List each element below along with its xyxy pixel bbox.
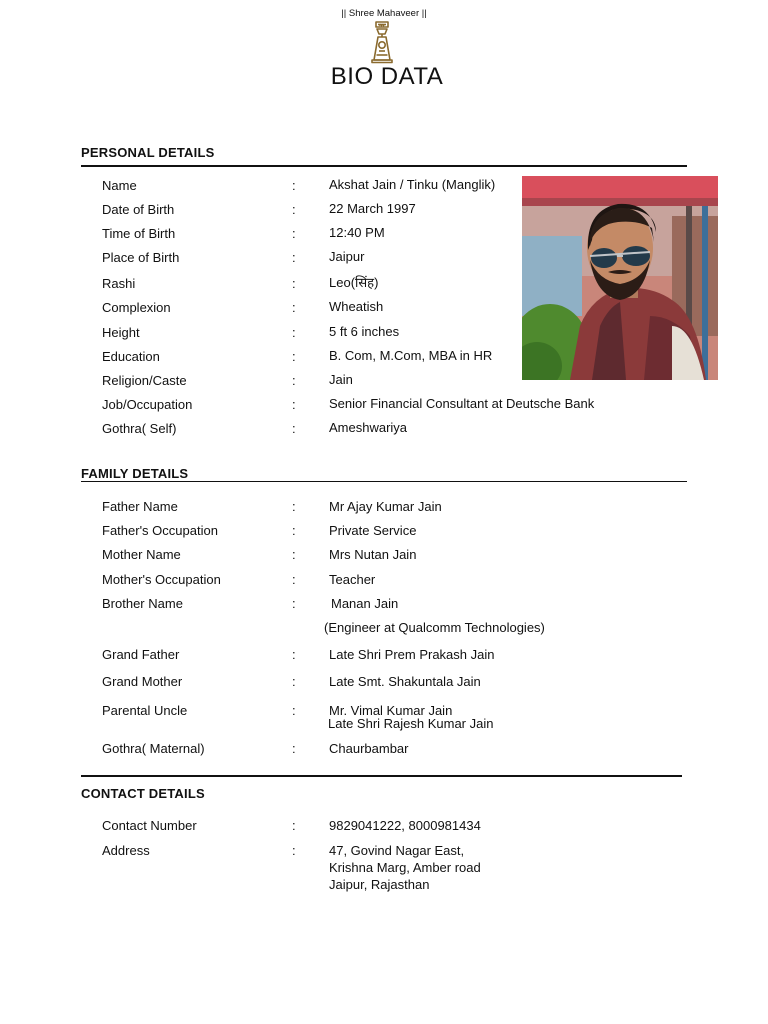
- education-value: B. Com, M.Com, MBA in HR: [329, 348, 493, 363]
- address-colon: :: [292, 843, 296, 858]
- complexion-colon: :: [292, 300, 296, 315]
- father-name-value: Mr Ajay Kumar Jain: [329, 499, 442, 514]
- education-colon: :: [292, 349, 296, 364]
- place-of-birth-label: Place of Birth: [102, 250, 180, 265]
- family-details-divider: [81, 481, 687, 482]
- religion-caste-value: Jain: [329, 372, 353, 387]
- mother-name-value: Mrs Nutan Jain: [329, 547, 417, 562]
- height-value: 5 ft 6 inches: [329, 324, 400, 339]
- rashi-value: Leo(सिंह): [329, 275, 379, 290]
- grand-father-value: Late Shri Prem Prakash Jain: [329, 647, 495, 662]
- time-of-birth-colon: :: [292, 226, 296, 241]
- mother-name-colon: :: [292, 547, 296, 562]
- father-name-label: Father Name: [102, 499, 178, 514]
- parental-uncle-value-1: Mr. Vimal Kumar Jain: [329, 703, 453, 718]
- address-line-3: Jaipur, Rajasthan: [329, 877, 430, 892]
- date-of-birth-colon: :: [292, 202, 296, 217]
- parental-uncle-label: Parental Uncle: [102, 703, 188, 718]
- parental-uncle-value-2: Late Shri Rajesh Kumar Jain: [328, 716, 494, 731]
- address-label: Address: [102, 843, 150, 858]
- place-of-birth-value: Jaipur: [329, 249, 365, 264]
- mother-name-label: Mother Name: [102, 547, 181, 562]
- invocation-text: || Shree Mahaveer ||: [341, 8, 427, 19]
- grand-mother-value: Late Smt. Shakuntala Jain: [329, 674, 481, 689]
- grand-father-colon: :: [292, 647, 296, 662]
- gothra-self-label: Gothra( Self): [102, 421, 177, 436]
- father-occupation-value: Private Service: [329, 523, 417, 538]
- document-title: BIO DATA: [330, 63, 444, 90]
- father-occupation-label: Father's Occupation: [102, 523, 218, 538]
- contact-number-colon: :: [292, 818, 296, 833]
- contact-details-heading: CONTACT DETAILS: [81, 786, 205, 801]
- time-of-birth-value: 12:40 PM: [329, 225, 385, 240]
- gothra-self-value: Ameshwariya: [329, 420, 408, 435]
- brother-occupation-note: (Engineer at Qualcomm Technologies): [324, 620, 545, 635]
- father-name-colon: :: [292, 499, 296, 514]
- mother-occupation-value: Teacher: [329, 572, 376, 587]
- height-label: Height: [102, 325, 140, 340]
- personal-details-heading: PERSONAL DETAILS: [81, 145, 215, 160]
- contact-number-value: 9829041222, 8000981434: [329, 818, 481, 833]
- complexion-value: Wheatish: [329, 299, 384, 314]
- parental-uncle-colon: :: [292, 703, 296, 718]
- address-line-2: Krishna Marg, Amber road: [329, 860, 481, 875]
- time-of-birth-label: Time of Birth: [102, 226, 176, 241]
- brother-name-colon: :: [292, 596, 296, 611]
- place-of-birth-colon: :: [292, 250, 296, 265]
- brother-name-label: Brother Name: [102, 596, 183, 611]
- contact-details-divider: [81, 775, 682, 777]
- name-colon: :: [292, 178, 296, 193]
- grand-father-label: Grand Father: [102, 647, 180, 662]
- name-value: Akshat Jain / Tinku (Manglik): [329, 177, 496, 192]
- religion-caste-label: Religion/Caste: [102, 373, 187, 388]
- brother-name-value: Manan Jain: [331, 596, 399, 611]
- religion-caste-colon: :: [292, 373, 296, 388]
- gothra-maternal-value: Chaurbambar: [329, 741, 409, 756]
- date-of-birth-label: Date of Birth: [102, 202, 175, 217]
- rashi-label: Rashi: [102, 276, 136, 291]
- rashi-colon: :: [292, 276, 296, 291]
- education-label: Education: [102, 349, 160, 364]
- job-occupation-label: Job/Occupation: [102, 397, 193, 412]
- address-line-1: 47, Govind Nagar East,: [329, 843, 465, 858]
- grand-mother-label: Grand Mother: [102, 674, 183, 689]
- jain-emblem-icon: [368, 20, 396, 64]
- gothra-self-colon: :: [292, 421, 296, 436]
- profile-photo: [522, 176, 718, 380]
- date-of-birth-value: 22 March 1997: [329, 201, 416, 216]
- grand-mother-colon: :: [292, 674, 296, 689]
- mother-occupation-colon: :: [292, 572, 296, 587]
- contact-number-label: Contact Number: [102, 818, 197, 833]
- name-label: Name: [102, 178, 137, 193]
- complexion-label: Complexion: [102, 300, 171, 315]
- family-details-heading: FAMILY DETAILS: [81, 466, 189, 481]
- mother-occupation-label: Mother's Occupation: [102, 572, 221, 587]
- job-occupation-colon: :: [292, 397, 296, 412]
- job-occupation-value: Senior Financial Consultant at Deutsche Bank: [329, 396, 595, 411]
- height-colon: :: [292, 325, 296, 340]
- gothra-maternal-label: Gothra( Maternal): [102, 741, 205, 756]
- father-occupation-colon: :: [292, 523, 296, 538]
- personal-details-divider: [81, 165, 687, 167]
- gothra-maternal-colon: :: [292, 741, 296, 756]
